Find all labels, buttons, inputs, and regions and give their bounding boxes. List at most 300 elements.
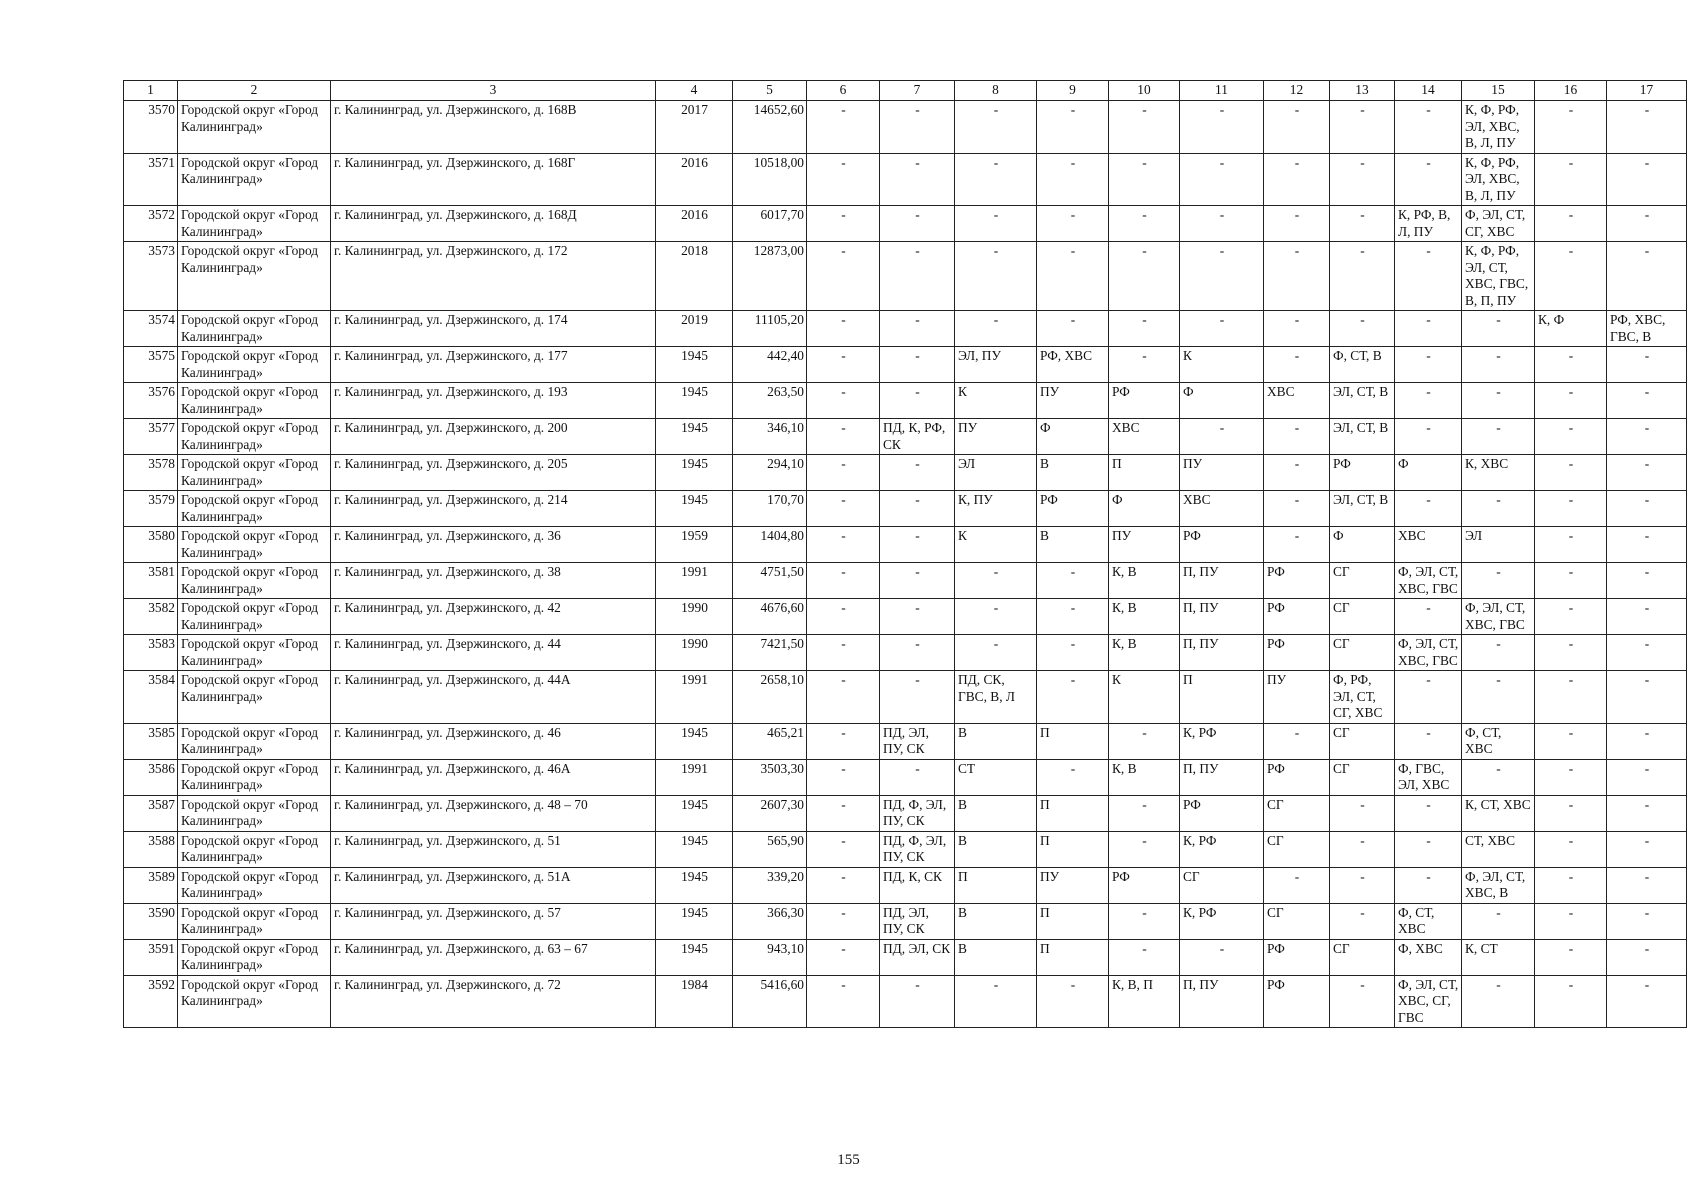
works-col-8-cell: В [955,795,1037,831]
column-number-header: 17 [1607,81,1687,101]
works-col-12-cell: СГ [1264,795,1330,831]
works-col-13-cell: - [1330,831,1395,867]
column-number-header: 11 [1180,81,1264,101]
record-number-cell: 3574 [124,311,178,347]
works-col-16-cell: - [1535,759,1607,795]
works-col-11-cell: П, ПУ [1180,635,1264,671]
address-cell: г. Калининград, ул. Дзержинского, д. 72 [331,975,656,1028]
works-col-16-cell: - [1535,455,1607,491]
works-col-7-cell: - [880,347,955,383]
column-number-header: 6 [807,81,880,101]
works-col-9-cell: П [1037,903,1109,939]
works-col-9-cell: П [1037,723,1109,759]
works-col-12-cell: - [1264,206,1330,242]
works-col-8-cell: - [955,975,1037,1028]
year-built-cell: 1945 [656,795,733,831]
works-col-14-cell: Ф, ГВС, ЭЛ, ХВС [1395,759,1462,795]
works-col-12-cell: - [1264,867,1330,903]
address-cell: г. Калининград, ул. Дзержинского, д. 200 [331,419,656,455]
works-col-12-cell: - [1264,153,1330,206]
works-col-12-cell: РФ [1264,939,1330,975]
record-number-cell: 3585 [124,723,178,759]
works-col-11-cell: П, ПУ [1180,975,1264,1028]
works-col-12-cell: - [1264,723,1330,759]
works-col-6-cell: - [807,153,880,206]
works-col-11-cell: - [1180,419,1264,455]
works-col-10-cell: - [1109,311,1180,347]
works-col-11-cell: П, ПУ [1180,563,1264,599]
address-cell: г. Калининград, ул. Дзержинского, д. 57 [331,903,656,939]
year-built-cell: 2019 [656,311,733,347]
works-col-12-cell: - [1264,455,1330,491]
works-col-6-cell: - [807,311,880,347]
works-col-13-cell: - [1330,795,1395,831]
works-col-16-cell: - [1535,347,1607,383]
works-col-15-cell: К, Ф, РФ, ЭЛ, СТ, ХВС, ГВС, В, П, ПУ [1462,242,1535,311]
works-col-16-cell: - [1535,383,1607,419]
works-col-9-cell: - [1037,671,1109,724]
works-col-17-cell: - [1607,491,1687,527]
works-col-15-cell: - [1462,311,1535,347]
works-col-9-cell: - [1037,206,1109,242]
total-area-cell: 294,10 [733,455,807,491]
works-col-15-cell: СТ, ХВС [1462,831,1535,867]
works-col-11-cell: - [1180,206,1264,242]
works-col-10-cell: - [1109,795,1180,831]
record-number-cell: 3582 [124,599,178,635]
works-col-10-cell: К [1109,671,1180,724]
total-area-cell: 10518,00 [733,153,807,206]
column-number-header: 15 [1462,81,1535,101]
record-number-cell: 3576 [124,383,178,419]
table-row [124,635,1687,671]
works-col-12-cell: РФ [1264,563,1330,599]
total-area-cell: 14652,60 [733,101,807,154]
works-col-6-cell: - [807,723,880,759]
works-col-14-cell: К, РФ, В, Л, ПУ [1395,206,1462,242]
works-col-17-cell: - [1607,903,1687,939]
works-col-7-cell: - [880,383,955,419]
year-built-cell: 1945 [656,491,733,527]
works-col-10-cell: РФ [1109,867,1180,903]
works-col-13-cell: ЭЛ, СТ, В [1330,383,1395,419]
address-cell: г. Калининград, ул. Дзержинского, д. 36 [331,527,656,563]
works-col-7-cell: - [880,975,955,1028]
works-col-9-cell: В [1037,455,1109,491]
works-col-11-cell: - [1180,153,1264,206]
works-col-13-cell: - [1330,311,1395,347]
works-col-13-cell: - [1330,975,1395,1028]
municipality-cell: Городской округ «Город Калининград» [178,599,331,635]
address-cell: г. Калининград, ул. Дзержинского, д. 46 [331,723,656,759]
works-col-17-cell: РФ, ХВС, ГВС, В [1607,311,1687,347]
works-col-7-cell: - [880,101,955,154]
works-col-13-cell: ЭЛ, СТ, В [1330,419,1395,455]
works-col-14-cell: - [1395,599,1462,635]
works-col-7-cell: ПД, К, РФ, СК [880,419,955,455]
municipality-cell: Городской округ «Город Калининград» [178,903,331,939]
total-area-cell: 170,70 [733,491,807,527]
municipality-cell: Городской округ «Город Калининград» [178,671,331,724]
total-area-cell: 4676,60 [733,599,807,635]
works-col-10-cell: - [1109,347,1180,383]
works-col-9-cell: - [1037,563,1109,599]
works-col-7-cell: - [880,527,955,563]
works-col-17-cell: - [1607,455,1687,491]
works-col-11-cell: К [1180,347,1264,383]
address-cell: г. Калининград, ул. Дзержинского, д. 168В [331,101,656,154]
column-number-header: 16 [1535,81,1607,101]
works-col-14-cell: ХВС [1395,527,1462,563]
record-number-cell: 3580 [124,527,178,563]
works-col-16-cell: - [1535,599,1607,635]
works-col-6-cell: - [807,491,880,527]
year-built-cell: 1945 [656,347,733,383]
works-col-14-cell: - [1395,242,1462,311]
works-col-9-cell: - [1037,153,1109,206]
works-col-10-cell: К, В [1109,635,1180,671]
municipality-cell: Городской округ «Город Калининград» [178,939,331,975]
works-col-10-cell: - [1109,723,1180,759]
works-col-7-cell: ПД, Ф, ЭЛ, ПУ, СК [880,795,955,831]
total-area-cell: 2607,30 [733,795,807,831]
record-number-cell: 3578 [124,455,178,491]
works-col-11-cell: - [1180,939,1264,975]
municipality-cell: Городской округ «Город Калининград» [178,527,331,563]
works-col-14-cell: Ф, ЭЛ, СТ, ХВС, ГВС [1395,635,1462,671]
works-col-13-cell: - [1330,903,1395,939]
works-col-16-cell: - [1535,242,1607,311]
record-number-cell: 3573 [124,242,178,311]
municipality-cell: Городской округ «Город Калининград» [178,153,331,206]
table-row [124,795,1687,831]
address-cell: г. Калининград, ул. Дзержинского, д. 51 [331,831,656,867]
works-col-12-cell: РФ [1264,759,1330,795]
works-col-6-cell: - [807,347,880,383]
municipality-cell: Городской округ «Город Калининград» [178,635,331,671]
address-cell: г. Калининград, ул. Дзержинского, д. 168Д [331,206,656,242]
record-number-cell: 3583 [124,635,178,671]
works-col-16-cell: - [1535,831,1607,867]
works-col-11-cell: ХВС [1180,491,1264,527]
works-col-17-cell: - [1607,723,1687,759]
works-col-14-cell: - [1395,831,1462,867]
municipality-cell: Городской округ «Город Калининград» [178,867,331,903]
table-row [124,101,1687,154]
works-col-12-cell: РФ [1264,599,1330,635]
works-col-14-cell: - [1395,311,1462,347]
year-built-cell: 1984 [656,975,733,1028]
works-col-16-cell: - [1535,723,1607,759]
works-col-12-cell: СГ [1264,831,1330,867]
total-area-cell: 3503,30 [733,759,807,795]
table-row [124,903,1687,939]
works-col-8-cell: К [955,527,1037,563]
column-number-header: 7 [880,81,955,101]
works-col-8-cell: К, ПУ [955,491,1037,527]
works-col-10-cell: Ф [1109,491,1180,527]
works-col-14-cell: - [1395,671,1462,724]
works-col-13-cell: Ф [1330,527,1395,563]
column-number-header: 5 [733,81,807,101]
works-col-13-cell: ЭЛ, СТ, В [1330,491,1395,527]
works-col-7-cell: - [880,563,955,599]
municipality-cell: Городской округ «Город Калининград» [178,242,331,311]
works-col-9-cell: П [1037,831,1109,867]
municipality-cell: Городской округ «Город Калининград» [178,347,331,383]
year-built-cell: 2017 [656,101,733,154]
works-col-13-cell: СГ [1330,759,1395,795]
municipality-cell: Городской округ «Город Калининград» [178,206,331,242]
works-col-15-cell: Ф, СТ, ХВС [1462,723,1535,759]
works-col-16-cell: - [1535,419,1607,455]
works-col-11-cell: К, РФ [1180,831,1264,867]
works-col-14-cell: - [1395,347,1462,383]
works-col-10-cell: ПУ [1109,527,1180,563]
works-col-16-cell: - [1535,975,1607,1028]
municipality-cell: Городской округ «Город Калининград» [178,311,331,347]
works-col-16-cell: - [1535,491,1607,527]
works-col-6-cell: - [807,635,880,671]
year-built-cell: 2016 [656,206,733,242]
table-row [124,242,1687,311]
works-col-9-cell: ПУ [1037,867,1109,903]
table-row [124,455,1687,491]
works-col-17-cell: - [1607,795,1687,831]
works-col-11-cell: РФ [1180,795,1264,831]
column-number-header: 13 [1330,81,1395,101]
municipality-cell: Городской округ «Город Калининград» [178,419,331,455]
works-col-9-cell: Ф [1037,419,1109,455]
works-col-9-cell: - [1037,599,1109,635]
address-cell: г. Калининград, ул. Дзержинского, д. 193 [331,383,656,419]
record-number-cell: 3584 [124,671,178,724]
works-col-12-cell: - [1264,419,1330,455]
total-area-cell: 6017,70 [733,206,807,242]
works-col-16-cell: - [1535,635,1607,671]
works-col-15-cell: Ф, ЭЛ, СТ, ХВС, В [1462,867,1535,903]
address-cell: г. Калининград, ул. Дзержинского, д. 63 – 67 [331,939,656,975]
column-number-header-row [124,81,1687,101]
works-col-15-cell: - [1462,903,1535,939]
works-col-8-cell: - [955,242,1037,311]
works-col-12-cell: - [1264,347,1330,383]
table-row [124,831,1687,867]
column-number-header: 2 [178,81,331,101]
works-col-16-cell: - [1535,903,1607,939]
works-col-6-cell: - [807,455,880,491]
works-col-11-cell: - [1180,101,1264,154]
works-col-10-cell: - [1109,903,1180,939]
works-col-14-cell: Ф, ЭЛ, СТ, ХВС, ГВС [1395,563,1462,599]
works-col-7-cell: ПД, ЭЛ, ПУ, СК [880,723,955,759]
works-col-12-cell: СГ [1264,903,1330,939]
works-col-15-cell: К, Ф, РФ, ЭЛ, ХВС, В, Л, ПУ [1462,101,1535,154]
works-col-16-cell: К, Ф [1535,311,1607,347]
works-col-6-cell: - [807,527,880,563]
works-col-17-cell: - [1607,867,1687,903]
works-col-8-cell: ЭЛ [955,455,1037,491]
municipality-cell: Городской округ «Город Калининград» [178,383,331,419]
works-col-15-cell: К, Ф, РФ, ЭЛ, ХВС, В, Л, ПУ [1462,153,1535,206]
works-col-10-cell: К, В [1109,599,1180,635]
works-col-9-cell: - [1037,311,1109,347]
municipality-cell: Городской округ «Город Калининград» [178,101,331,154]
total-area-cell: 7421,50 [733,635,807,671]
table-row [124,347,1687,383]
works-col-14-cell: Ф [1395,455,1462,491]
works-col-13-cell: - [1330,867,1395,903]
works-col-17-cell: - [1607,242,1687,311]
works-col-10-cell: К, В [1109,759,1180,795]
register-table-container [123,80,1666,1028]
municipality-cell: Городской округ «Город Калининград» [178,831,331,867]
total-area-cell: 465,21 [733,723,807,759]
works-col-8-cell: П [955,867,1037,903]
works-col-7-cell: ПД, ЭЛ, ПУ, СК [880,903,955,939]
year-built-cell: 1945 [656,903,733,939]
total-area-cell: 565,90 [733,831,807,867]
works-col-9-cell: - [1037,975,1109,1028]
column-number-header: 14 [1395,81,1462,101]
works-col-8-cell: - [955,153,1037,206]
address-cell: г. Калининград, ул. Дзержинского, д. 44А [331,671,656,724]
works-col-9-cell: - [1037,759,1109,795]
works-col-17-cell: - [1607,759,1687,795]
works-col-12-cell: ХВС [1264,383,1330,419]
works-col-6-cell: - [807,831,880,867]
year-built-cell: 1945 [656,939,733,975]
works-col-16-cell: - [1535,153,1607,206]
works-col-8-cell: ЭЛ, ПУ [955,347,1037,383]
works-col-9-cell: РФ, ХВС [1037,347,1109,383]
works-col-6-cell: - [807,795,880,831]
works-col-6-cell: - [807,101,880,154]
works-col-13-cell: - [1330,153,1395,206]
record-number-cell: 3579 [124,491,178,527]
total-area-cell: 11105,20 [733,311,807,347]
municipality-cell: Городской округ «Город Калининград» [178,723,331,759]
year-built-cell: 1945 [656,723,733,759]
column-number-header: 4 [656,81,733,101]
year-built-cell: 1959 [656,527,733,563]
works-col-10-cell: - [1109,831,1180,867]
works-col-13-cell: Ф, СТ, В [1330,347,1395,383]
works-col-9-cell: В [1037,527,1109,563]
works-col-6-cell: - [807,671,880,724]
total-area-cell: 943,10 [733,939,807,975]
record-number-cell: 3575 [124,347,178,383]
year-built-cell: 1945 [656,831,733,867]
works-col-6-cell: - [807,867,880,903]
works-col-6-cell: - [807,206,880,242]
works-col-17-cell: - [1607,101,1687,154]
total-area-cell: 263,50 [733,383,807,419]
works-col-8-cell: К [955,383,1037,419]
total-area-cell: 346,10 [733,419,807,455]
works-col-14-cell: - [1395,383,1462,419]
works-col-8-cell: - [955,206,1037,242]
table-row [124,599,1687,635]
works-col-16-cell: - [1535,795,1607,831]
works-col-6-cell: - [807,903,880,939]
page-number: 155 [837,1152,860,1168]
address-cell: г. Калининград, ул. Дзержинского, д. 42 [331,599,656,635]
works-col-16-cell: - [1535,867,1607,903]
works-col-15-cell: - [1462,347,1535,383]
total-area-cell: 366,30 [733,903,807,939]
works-col-11-cell: П, ПУ [1180,599,1264,635]
address-cell: г. Калининград, ул. Дзержинского, д. 205 [331,455,656,491]
address-cell: г. Калининград, ул. Дзержинского, д. 168Г [331,153,656,206]
municipality-cell: Городской округ «Город Калининград» [178,759,331,795]
works-col-17-cell: - [1607,671,1687,724]
works-col-8-cell: В [955,903,1037,939]
table-row [124,383,1687,419]
works-col-17-cell: - [1607,831,1687,867]
works-col-17-cell: - [1607,563,1687,599]
works-col-17-cell: - [1607,975,1687,1028]
works-col-14-cell: Ф, ХВС [1395,939,1462,975]
record-number-cell: 3587 [124,795,178,831]
works-col-12-cell: - [1264,491,1330,527]
works-col-13-cell: СГ [1330,635,1395,671]
works-col-17-cell: - [1607,206,1687,242]
works-col-14-cell: - [1395,723,1462,759]
table-row [124,671,1687,724]
works-col-14-cell: Ф, ЭЛ, СТ, ХВС, СГ, ГВС [1395,975,1462,1028]
works-col-13-cell: Ф, РФ, ЭЛ, СТ, СГ, ХВС [1330,671,1395,724]
works-col-15-cell: К, ХВС [1462,455,1535,491]
address-cell: г. Калининград, ул. Дзержинского, д. 214 [331,491,656,527]
works-col-15-cell: - [1462,419,1535,455]
works-col-17-cell: - [1607,527,1687,563]
record-number-cell: 3570 [124,101,178,154]
works-col-10-cell: - [1109,153,1180,206]
works-col-7-cell: - [880,635,955,671]
works-col-16-cell: - [1535,563,1607,599]
total-area-cell: 1404,80 [733,527,807,563]
works-col-10-cell: - [1109,242,1180,311]
works-col-7-cell: - [880,242,955,311]
works-col-11-cell: СГ [1180,867,1264,903]
table-row [124,311,1687,347]
table-row [124,939,1687,975]
works-col-9-cell: П [1037,939,1109,975]
works-col-17-cell: - [1607,347,1687,383]
works-col-7-cell: - [880,153,955,206]
works-col-7-cell: - [880,455,955,491]
works-col-7-cell: - [880,491,955,527]
works-col-16-cell: - [1535,939,1607,975]
works-col-6-cell: - [807,599,880,635]
works-col-11-cell: К, РФ [1180,723,1264,759]
works-col-13-cell: РФ [1330,455,1395,491]
works-col-8-cell: - [955,101,1037,154]
works-col-14-cell: Ф, СТ, ХВС [1395,903,1462,939]
works-col-13-cell: - [1330,101,1395,154]
works-col-10-cell: К, В, П [1109,975,1180,1028]
works-col-7-cell: ПД, К, СК [880,867,955,903]
address-cell: г. Калининград, ул. Дзержинского, д. 48 – 70 [331,795,656,831]
works-col-10-cell: П [1109,455,1180,491]
column-number-header: 8 [955,81,1037,101]
record-number-cell: 3590 [124,903,178,939]
table-row [124,206,1687,242]
table-row [124,153,1687,206]
works-col-13-cell: СГ [1330,723,1395,759]
works-col-12-cell: - [1264,527,1330,563]
